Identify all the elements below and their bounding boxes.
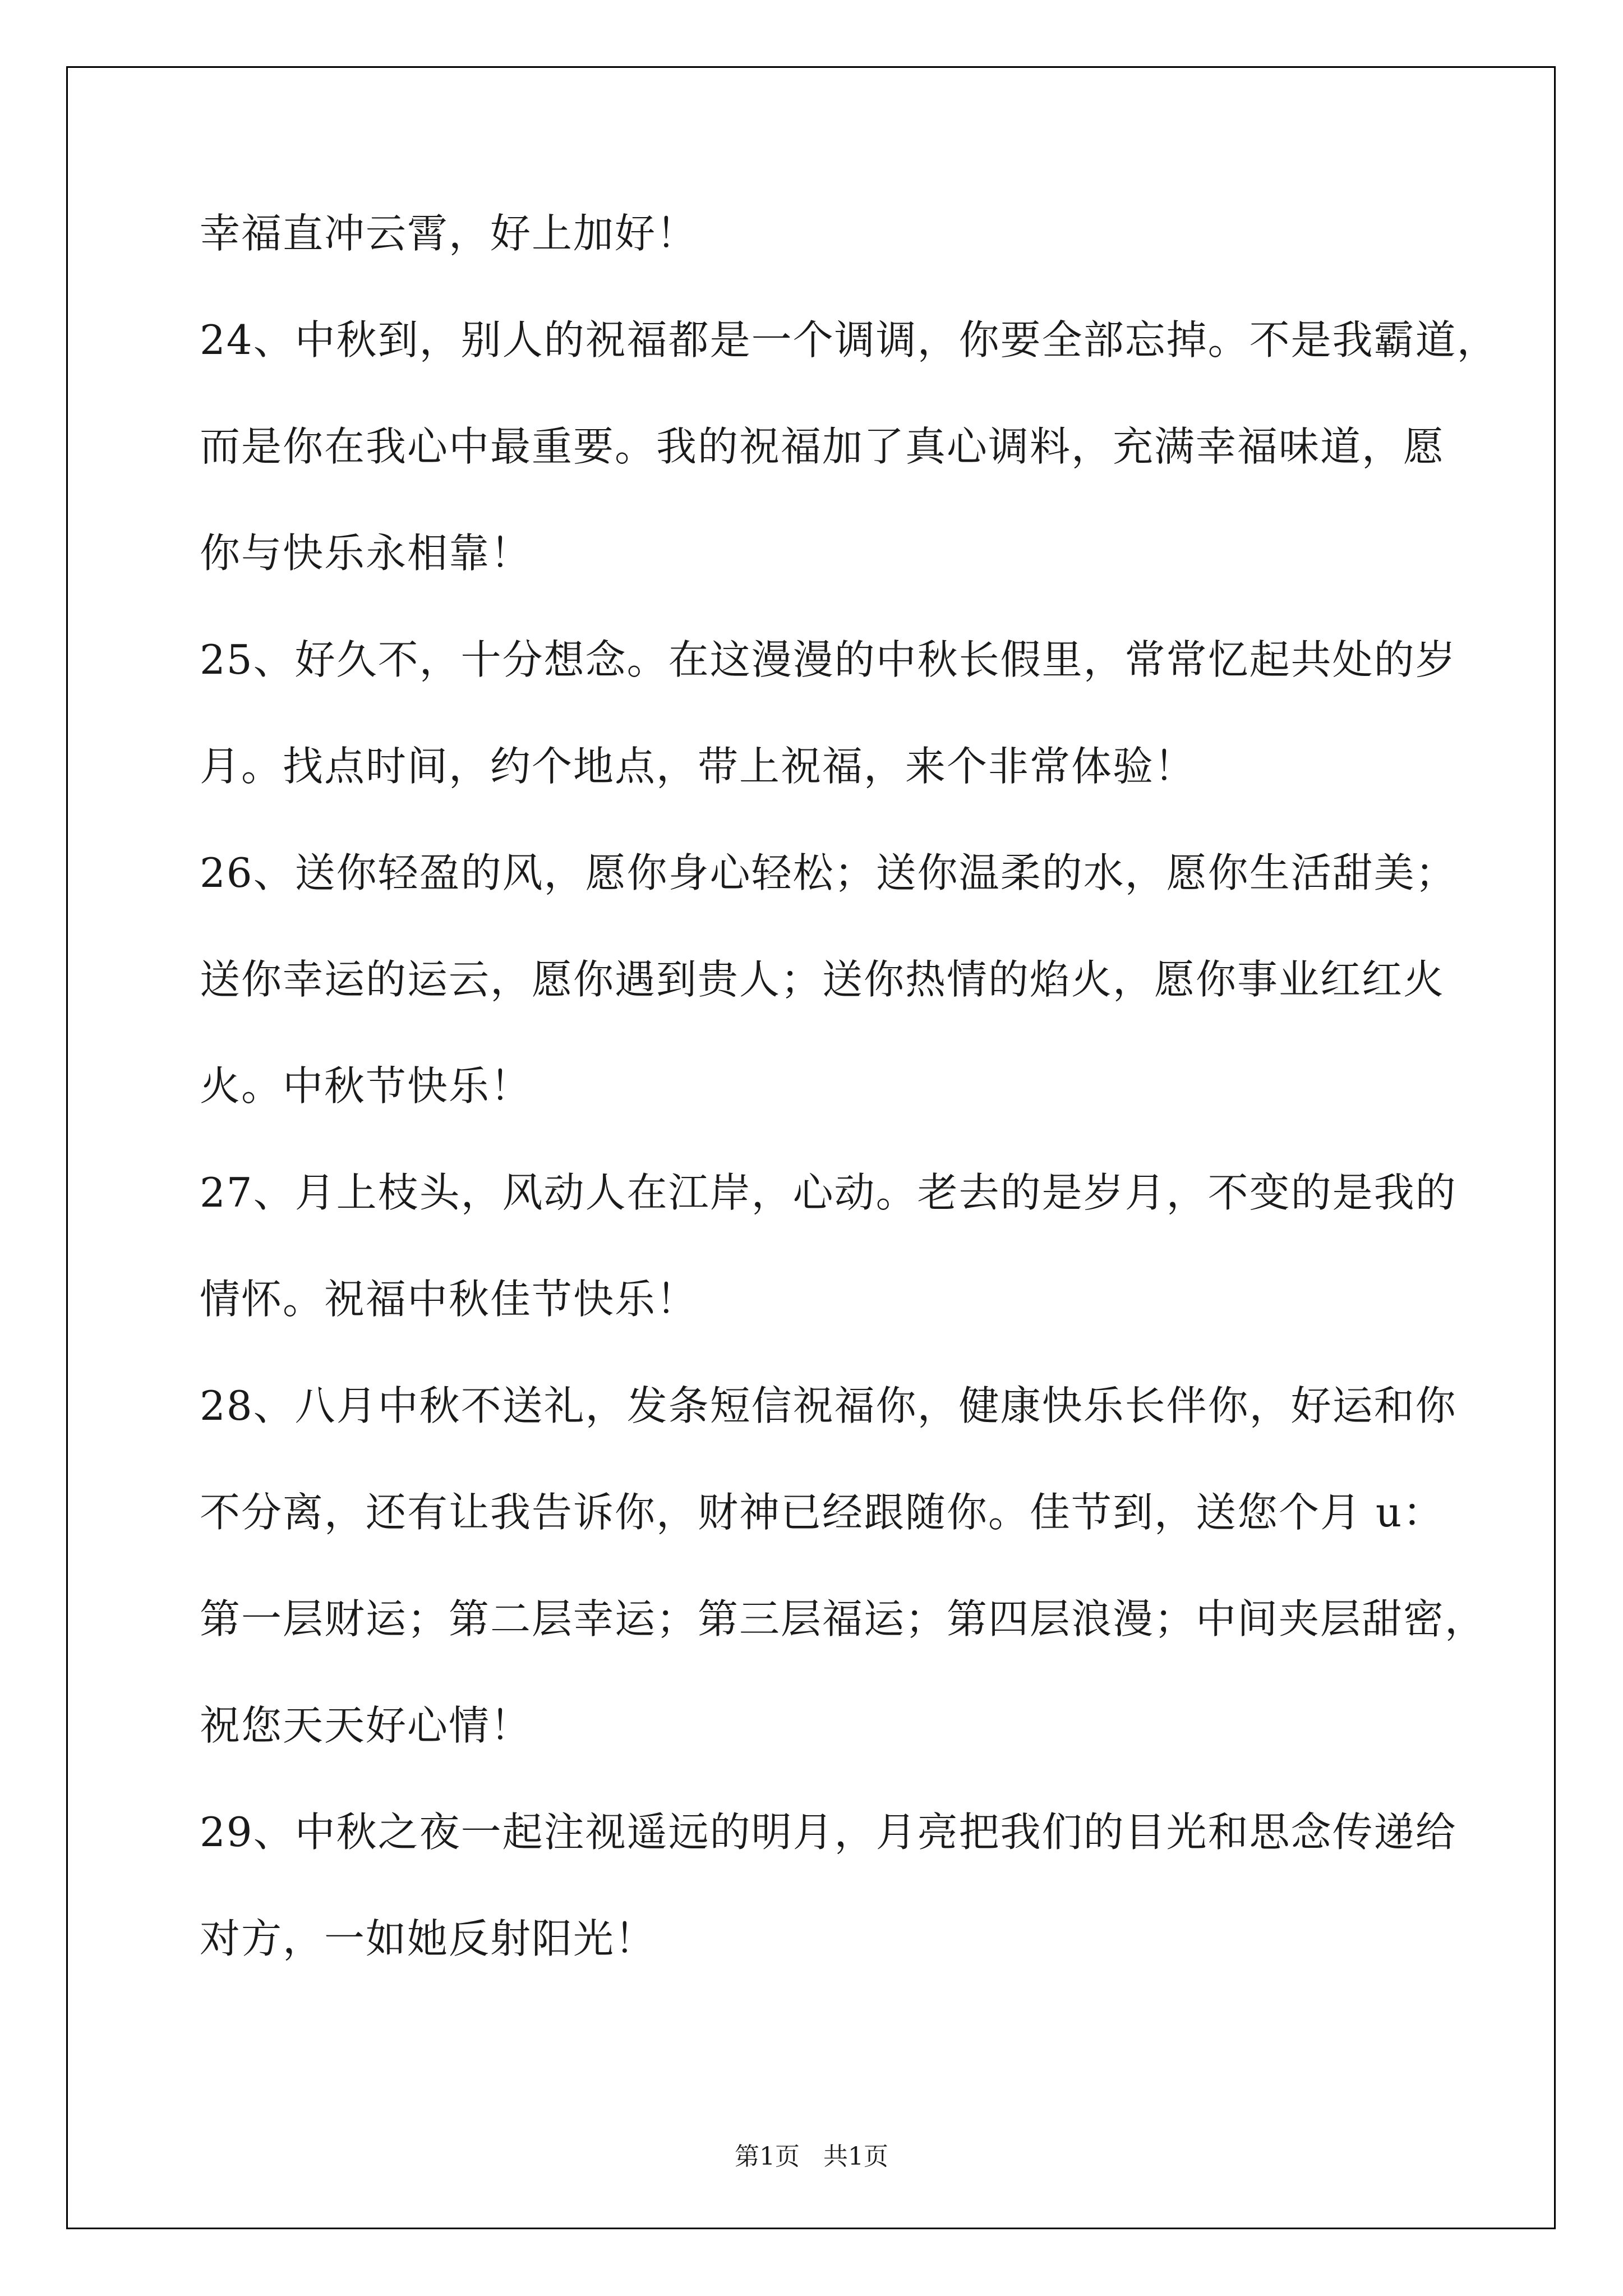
text-line: 火。中秋节快乐！ — [200, 1062, 532, 1110]
text-line: 27、月上枝头，风动人在江岸，心动。老去的是岁月，不变的是我的 — [200, 1169, 1457, 1216]
text-line: 26、送你轻盈的风，愿你身心轻松；送你温柔的水，愿你生活甜美； — [200, 849, 1457, 896]
text-line: 29、中秋之夜一起注视遥远的明月，月亮把我们的目光和思念传递给 — [200, 1809, 1457, 1856]
text-line: 而是你在我心中最重要。我的祝福加了真心调料，充满幸福味道，愿 — [200, 423, 1445, 470]
text-line: 24、中秋到，别人的祝福都是一个调调，你要全部忘掉。不是我霸道， — [200, 316, 1498, 364]
page-footer: 第1页 共1页 — [735, 2142, 888, 2171]
text-line: 情怀。祝福中秋佳节快乐！ — [200, 1276, 698, 1323]
text-line: 对方，一如她反射阳光！ — [200, 1915, 657, 1962]
text-line: 你与快乐永相靠！ — [200, 530, 532, 577]
text-line: 25、好久不，十分想念。在这漫漫的中秋长假里，常常忆起共处的岁 — [200, 636, 1457, 683]
text-line: 不分离，还有让我告诉你，财神已经跟随你。佳节到，送您个月 u： — [200, 1489, 1445, 1536]
text-line: 祝您天天好心情！ — [200, 1702, 532, 1749]
text-line: 第一层财运；第二层幸运；第三层福运；第四层浪漫；中间夹层甜密， — [200, 1595, 1487, 1642]
document-body — [200, 210, 1498, 2025]
text-line: 月。找点时间，约个地点，带上祝福，来个非常体验！ — [200, 743, 1196, 790]
text-line: 28、八月中秋不送礼，发条短信祝福你，健康快乐长伴你，好运和你 — [200, 1382, 1457, 1429]
text-line: 幸福直冲云霄，好上加好！ — [200, 210, 698, 257]
text-line: 送你幸运的运云，愿你遇到贵人；送你热情的焰火，愿你事业红红火 — [200, 956, 1445, 1003]
